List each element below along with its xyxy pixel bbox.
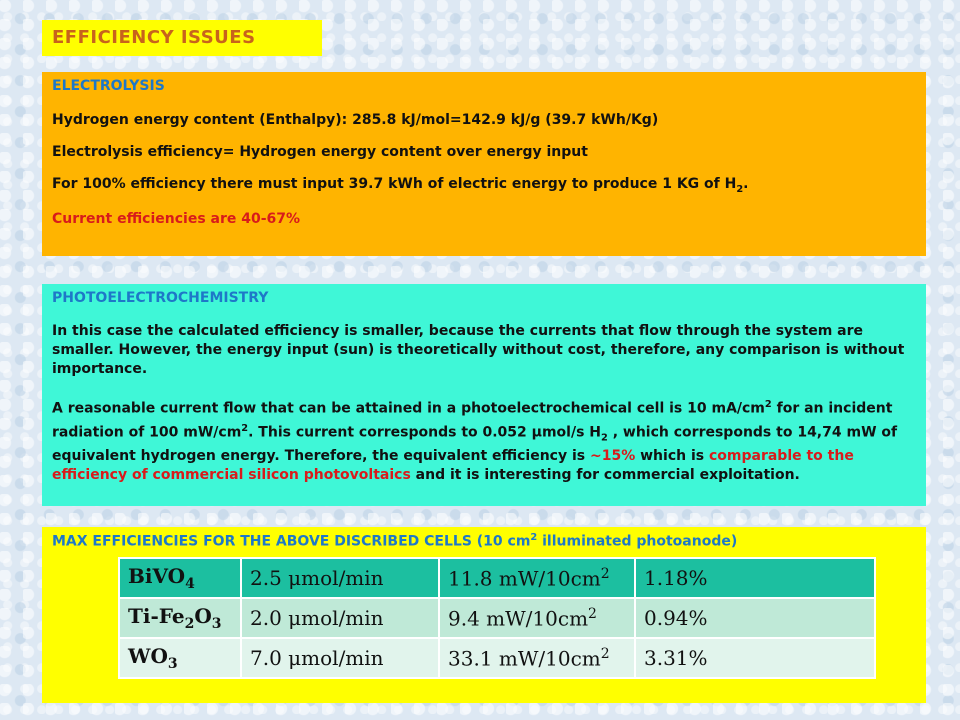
efficiency-cell: 3.31%: [635, 638, 875, 678]
power-cell: 9.4 $mW/10cm^2$: [439, 598, 635, 638]
current-efficiencies-line: Current efficiencies are 40-67%: [52, 210, 301, 227]
material-cell: BiVO$_4$: [119, 558, 241, 598]
efficiency-cell: 1.18%: [635, 558, 875, 598]
photo-paragraph-2: A reasonable current flow that can be attained in a photoelectrochemical cell is 10 $mA/cm^2$ for an incident radiation of 100 $mW/cm^2$. This current corresponds to 0.052 μmol/s $H_2$ , which corresponds to 14,74 mW of equivalent hydrogen energy. Therefore, the equivalent efficiency is ~15% which is comparable to the efficiency of commercial silicon photovoltaics and it is interesting for commercial exploitation.: [52, 399, 898, 484]
rate-cell: 2.0 μmol/min: [241, 598, 439, 638]
electrolysis-panel: [42, 72, 926, 256]
table-row: [119, 598, 875, 638]
efficiency-definition-line: Electrolysis efficiency= Hydrogen energy content over energy input: [52, 144, 588, 160]
energy-requirement-line: For 100% efficiency there must input 39.7 kWh of electric energy to produce 1 KG of $H_2$.: [52, 176, 749, 195]
efficiency-cell: 0.94%: [635, 598, 875, 638]
rate-cell: 2.5 μmol/min: [241, 558, 439, 598]
enthalpy-line: Hydrogen energy content (Enthalpy): 285.8 kJ/mol=142.9 kJ/g (39.7 kWh/Kg): [52, 112, 659, 128]
electrolysis-heading: ELECTROLYSIS: [52, 78, 165, 94]
max-efficiencies-panel: [42, 527, 926, 703]
max-efficiencies-heading: MAX EFFICIENCIES FOR THE ABOVE DISCRIBED CELLS (10 $cm^2$ illuminated photoanode): [52, 532, 738, 550]
table-row: [119, 558, 875, 598]
efficiency-table: [118, 557, 876, 679]
material-cell: $WO_3$: [119, 638, 241, 678]
comparison-highlight: comparable to the efficiency of commercial silicon photovoltaics: [52, 448, 854, 484]
slide-title: EFFICIENCY ISSUES: [42, 20, 322, 56]
material-cell: $Ti-Fe_2O_3$: [119, 598, 241, 638]
table-row: [119, 638, 875, 678]
rate-cell: 7.0 μmol/min: [241, 638, 439, 678]
power-cell: 11.8 $mW/10cm^2$: [439, 558, 635, 598]
photoelectrochemistry-panel: [42, 284, 926, 506]
photo-heading: PHOTOELECTROCHEMISTRY: [52, 290, 269, 306]
photo-paragraph-1: In this case the calculated efficiency is smaller, because the currents that flow through the system are smaller. However, the energy input (sun) is theoretically without cost, therefore, any comparison is without importance.: [52, 323, 905, 377]
approx-efficiency: ~15%: [590, 448, 636, 465]
power-cell: 33.1 $mW/10cm^2$: [439, 638, 635, 678]
